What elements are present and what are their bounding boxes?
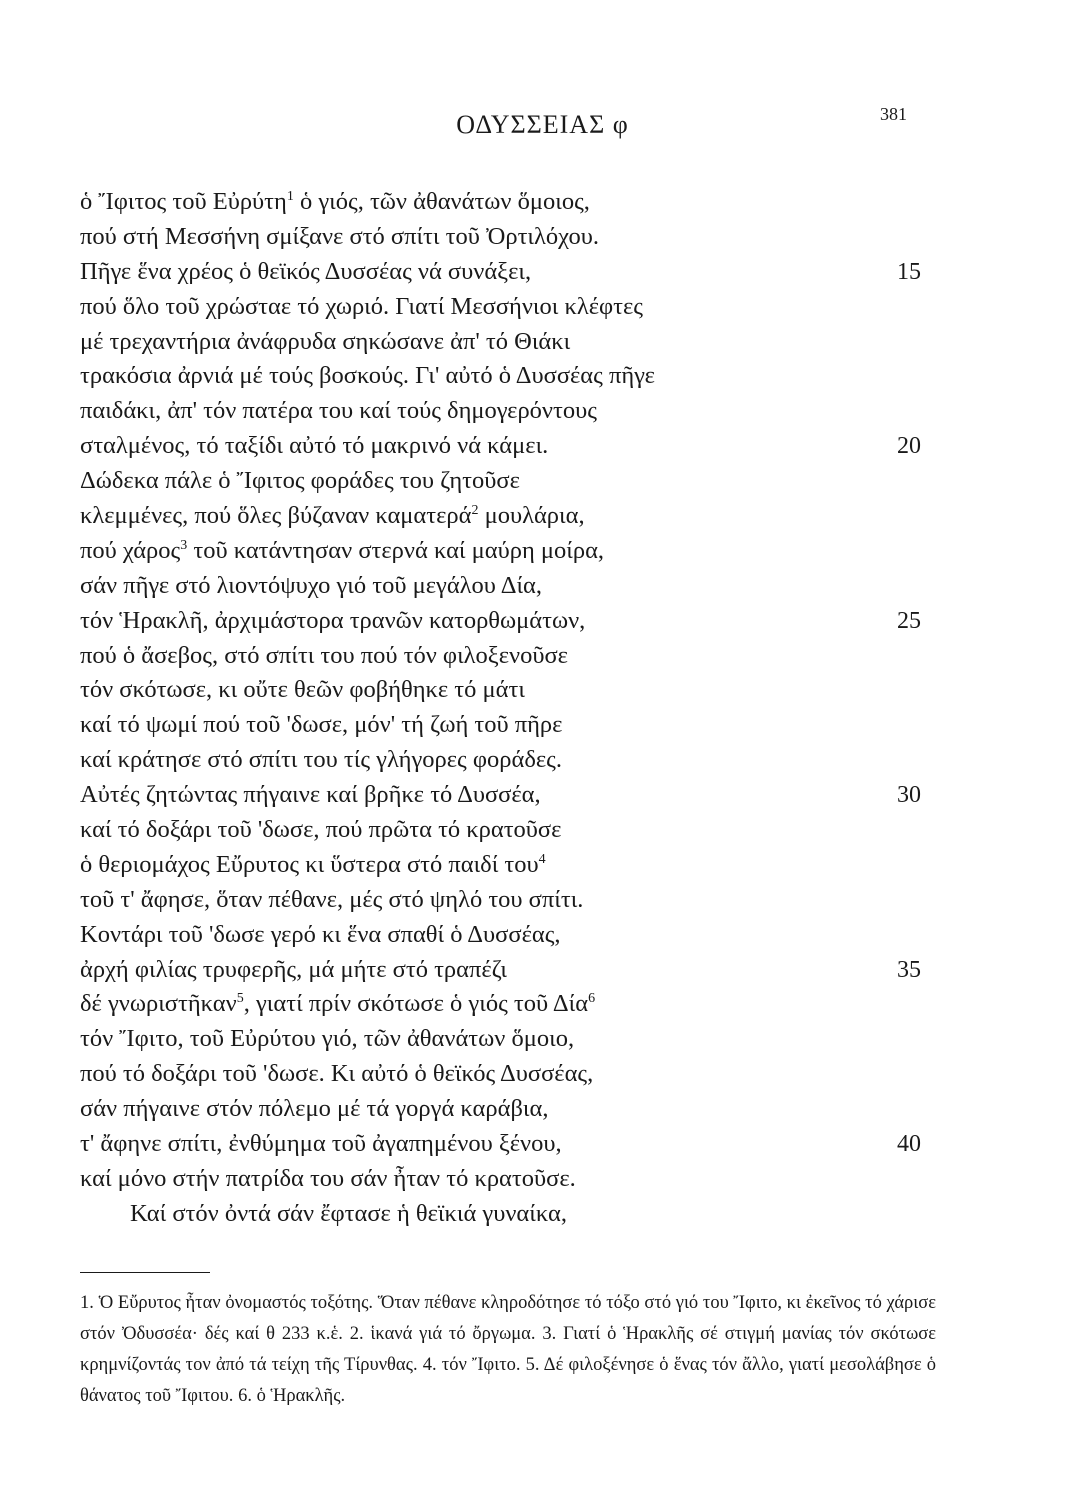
- verse-line: [80, 1057, 940, 1092]
- verse-text: τ' ἄφηνε σπίτι, ἐνθύμημα τοῦ ἀγαπημένου ξένου,: [80, 1130, 562, 1158]
- verse-line: [80, 743, 940, 778]
- verse-text: πού χάρος$^3$ τοῦ κατάντησαν στερνά καί μαύρη μοίρα,: [80, 536, 605, 564]
- verse-line: [80, 534, 940, 569]
- footnote-marker: 4: [538, 851, 546, 867]
- verse-text: ὁ θεριομάχος Εὔρυτος κι ὕστερα στό παιδί του$^4$: [80, 850, 546, 878]
- footnote-marker: 5: [236, 991, 244, 1007]
- line-number: 35: [897, 956, 921, 983]
- verse-line: [80, 359, 940, 394]
- footnote-divider: [80, 1272, 210, 1273]
- verse-text: τόν σκότωσε, κι οὔτε θεῶν φοβήθηκε τό μάτι: [80, 676, 525, 704]
- footnote-5: 5. Δέ φιλοξένησε ὁ ἕνας τόν ἄλλο, γιατί μεσολάβησε ὁ θάνατος τοῦ Ἴφιτου.: [80, 1355, 937, 1406]
- verse-line: [80, 394, 940, 429]
- verse-text: κλεμμένες, πού ὅλες βύζαναν καματερά$^2$ μουλάρια,: [80, 502, 585, 530]
- footnote-4: 4. τόν Ἴφιτο.: [422, 1355, 521, 1375]
- verse-line: [80, 1022, 940, 1057]
- line-number: 40: [897, 1131, 921, 1158]
- verse-line: [80, 953, 940, 988]
- verse-text: μέ τρεχαντήρια ἀνάφρυδα σηκώσανε ἀπ' τό Θιάκι: [80, 327, 571, 355]
- verse-line: [80, 499, 940, 534]
- verse-line: [80, 290, 940, 325]
- verse-line: [80, 220, 940, 255]
- verse-line: [80, 464, 940, 499]
- verse-text: καί μόνο στήν πατρίδα του σάν ἦταν τό κρατοῦσε.: [80, 1164, 576, 1192]
- line-number: 25: [897, 607, 921, 634]
- line-number: 20: [897, 433, 921, 460]
- verse-text: σάν πῆγε στό λιοντόψυχο γιό τοῦ μεγάλου Δία,: [80, 571, 543, 599]
- verse-text: δέ γνωριστῆκαν$^5$, γιατί πρίν σκότωσε ὁ γιός τοῦ Δία$^6$: [80, 990, 596, 1018]
- verse-text: καί τό ψωμί πού τοῦ 'δωσε, μόν' τή ζωή τοῦ πῆρε: [80, 711, 563, 739]
- verse-text: παιδάκι, ἀπ' τόν πατέρα του καί τούς δημογερόντους: [80, 397, 597, 425]
- verse-line: [80, 813, 940, 848]
- verse-text: τοῦ τ' ἄφησε, ὅταν πέθανε, μές στό ψηλό του σπίτι.: [80, 885, 584, 913]
- verse-text: σταλμένος, τό ταξίδι αὐτό τό μακρινό νά κάμει.: [80, 432, 549, 460]
- verse-line: [80, 185, 940, 220]
- verse-line: [80, 918, 940, 953]
- verse-line: [80, 708, 940, 743]
- verse-text: Καί στόν ὀντά σάν ἔφτασε ἡ θεϊκιά γυναίκα,: [130, 1199, 567, 1227]
- verse-line: [80, 569, 940, 604]
- footnote-2: 2. ἱκανά γιά τό ὄργωμα.: [349, 1324, 536, 1344]
- verse-line: [80, 604, 940, 639]
- verse-line: [80, 1197, 940, 1232]
- verse-line: [80, 1162, 940, 1197]
- verse-text: πού ὁ ἄσεβος, στό σπίτι του πού τόν φιλοξενοῦσε: [80, 641, 568, 669]
- verse-text: πού τό δοξάρι τοῦ 'δωσε. Κι αὐτό ὁ θεϊκός Δυσσέας,: [80, 1060, 594, 1088]
- verse-text: Δώδεκα πάλε ὁ Ἴφιτος φοράδες του ζητοῦσε: [80, 467, 520, 495]
- footnote-marker: 2: [471, 503, 479, 519]
- footnote-1: 1. Ὁ Εὔρυτος ἦταν ὀνομαστός τοξότης. Ὅταν πέθανε κληροδότησε τό τόξο στό γιό του Ἴφιτο, κι ἐκεῖνος τό χάρισε στόν Ὀδυσσέα· δές καί θ 233 κ.ἑ.: [80, 1293, 936, 1344]
- verse-text: καί κράτησε στό σπίτι του τίς γλήγορες φοράδες.: [80, 746, 562, 774]
- verse-line: [80, 325, 940, 360]
- verse-line: [80, 848, 940, 883]
- verse-line: [80, 429, 940, 464]
- verse-text: ἀρχή φιλίας τρυφερῆς, μά μήτε στό τραπέζι: [80, 955, 507, 983]
- verse-text: τόν Ἡρακλῆ, ἀρχιμάστορα τρανῶν κατορθωμάτων,: [80, 606, 586, 634]
- verse-text: Κοντάρι τοῦ 'δωσε γερό κι ἕνα σπαθί ὁ Δυσσέας,: [80, 920, 561, 948]
- poem-text: [80, 185, 940, 1232]
- verse-text: καί τό δοξάρι τοῦ 'δωσε, πού πρῶτα τό κρατοῦσε: [80, 816, 562, 844]
- verse-text: πού στή Μεσσήνη σμίξανε στό σπίτι τοῦ Ὀρτιλόχου.: [80, 222, 599, 250]
- footnote-marker: 6: [588, 991, 596, 1007]
- verse-line: [80, 883, 940, 918]
- verse-line: [80, 673, 940, 708]
- verse-text: ὁ Ἴφιτος τοῦ Εὐρύτη$^1$ ὁ γιός, τῶν ἀθανάτων ὅμοιος,: [80, 188, 590, 215]
- verse-text: τρακόσια ἀρνιά μέ τούς βοσκούς. Γι' αὐτό ὁ Δυσσέας πῆγε: [80, 362, 655, 390]
- verse-line: [80, 987, 940, 1022]
- line-number: 30: [897, 782, 921, 809]
- verse-line: [80, 1127, 940, 1162]
- verse-text: σάν πήγαινε στόν πόλεμο μέ τά γοργά καράβια,: [80, 1095, 549, 1123]
- verse-text: Αὐτές ζητώντας πήγαινε καί βρῆκε τό Δυσσέα,: [80, 781, 541, 809]
- footnote-marker: 1: [286, 189, 294, 204]
- footnote-marker: 3: [180, 537, 188, 553]
- verse-line: [80, 255, 940, 290]
- running-title: ΟΔΥΣΣΕΙΑΣ φ: [456, 110, 629, 139]
- verse-text: πού ὅλο τοῦ χρώσταε τό χωριό. Γιατί Μεσσήνιοι κλέφτες: [80, 292, 643, 320]
- verse-line: [80, 1092, 940, 1127]
- verse-line: [80, 639, 940, 674]
- page-number: 381: [880, 104, 907, 124]
- verse-text: Πῆγε ἕνα χρέος ὁ θεϊκός Δυσσέας νά συνάξει,: [80, 257, 532, 285]
- footnote-6: 6. ὁ Ἡρακλῆς.: [238, 1386, 346, 1406]
- footnotes: [80, 1288, 936, 1412]
- verse-line: [80, 778, 940, 813]
- verse-text: τόν Ἴφιτο, τοῦ Εὐρύτου γιό, τῶν ἀθανάτων ὅμοιο,: [80, 1025, 575, 1053]
- line-number: 15: [897, 258, 921, 285]
- footnote-3: 3. Γιατί ὁ Ἡρακλῆς σέ στιγμή μανίας τόν σκότωσε κρημνίζοντάς τον ἀπό τά τείχη τῆς Τίρυνθας.: [80, 1324, 936, 1375]
